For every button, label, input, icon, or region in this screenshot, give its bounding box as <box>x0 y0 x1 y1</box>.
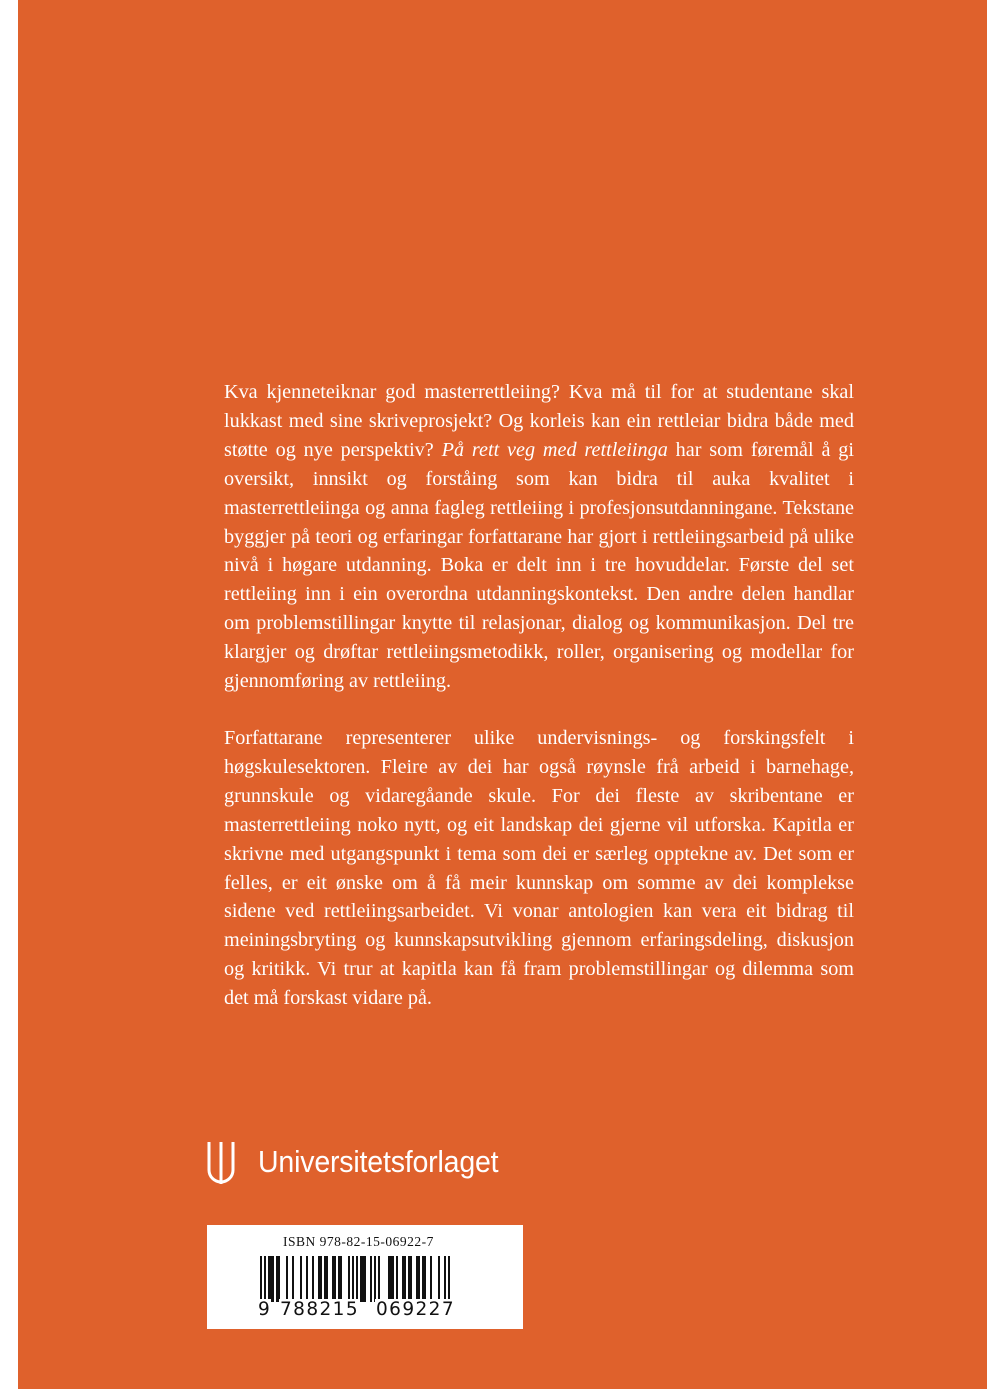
barcode-bar <box>340 1256 342 1302</box>
barcode-bar <box>370 1256 372 1302</box>
barcode-bar <box>422 1256 424 1302</box>
barcode-bar <box>396 1256 398 1302</box>
barcode-bar <box>268 1256 270 1302</box>
barcode-bar <box>416 1256 418 1302</box>
barcode-digits <box>257 1299 497 1323</box>
barcode-bar <box>334 1256 336 1302</box>
barcode-bar <box>374 1256 376 1302</box>
barcode-digits-right: 069227 <box>376 1299 456 1320</box>
blurb-paragraph-1: Kva kjenneteiknar god masterrettleiing? Kva må til for at studentane skal lukkast med sine skriveprosjekt? Og korleis kan ein rettleiar bidra både med støtte og nye perspektiv? På rett veg med rettleiinga har som føremål å gi oversikt, innsikt og forståing som kan bidra til auka kvalitet i masterrettleiinga og anna fagleg rettleiing i profesjonsutdanningane. Tekstane byggjer på teori og erfaringar forfattarane har gjort i rettleiingsarbeid på ulike nivå i høgare utdanning. Boka er delt inn i tre hovuddelar. Første del set rettleiing inn i ein overordna utdanningskontekst. Den andre delen handlar om problemstillingar knytte til relasjonar, dialog og kommunikasjon. Del tre klargjer og drøftar rettleiingsmetodikk, roller, organisering og modellar for gjennomføring av rettleiing. <box>224 381 854 693</box>
barcode-bar <box>338 1256 340 1302</box>
barcode-digit-first: 9 <box>258 1299 270 1320</box>
barcode-bar <box>276 1256 278 1302</box>
barcode-bar <box>332 1256 334 1302</box>
barcode-bar <box>306 1256 308 1302</box>
universitetsforlaget-u-icon <box>206 1140 236 1184</box>
barcode-digits-left: 788215 <box>280 1299 360 1320</box>
barcode-bar <box>408 1256 410 1302</box>
barcode-bar <box>364 1256 366 1302</box>
barcode-bar <box>292 1256 294 1302</box>
blurb <box>224 378 854 1013</box>
barcode-bar <box>438 1256 440 1302</box>
barcode-bar <box>300 1256 302 1302</box>
barcode-bar <box>418 1256 420 1302</box>
barcode-bar <box>388 1256 390 1302</box>
barcode-bar <box>318 1256 320 1302</box>
barcode-bar <box>362 1256 364 1302</box>
barcode-bar <box>270 1256 272 1302</box>
blurb-paragraph-2: Forfattarane representerer ulike undervisnings- og forskingsfelt i høgskulesektoren. Fleire av dei har også røynsle frå arbeid i barnehage, grunnskule og vidaregåande skule. For dei fleste av skribentane er masterrettleiing noko nytt, og eit landskap dei gjerne vil utforska. Kapitla er skrivne med utgangspunkt i tema som dei er særleg opptekne av. Det som er felles, er eit ønske om å få meir kunnskap om somme av dei komplekse sidene ved rettleiingsarbeidet. Vi vonar antologien kan vera eit bidrag til meiningsbryting og kunnskapsutvikling gjennom erfaringsdeling, diskusjon og kritikk. Vi trur at kapitla kan få fram problemstillingar og dilemma som det må forskast vidare på. <box>224 726 854 1010</box>
barcode-bar <box>312 1256 314 1302</box>
barcode-bar <box>430 1256 432 1302</box>
isbn-number: ISBN 978-82-15-06922-7 <box>283 1234 434 1249</box>
publisher-logo <box>206 1140 519 1184</box>
barcode-bar <box>278 1256 280 1302</box>
book-title-italic: På rett veg med rettleiinga <box>441 438 668 461</box>
barcode-bar <box>390 1256 392 1302</box>
barcode-bar <box>326 1256 328 1302</box>
barcode-label <box>207 1225 523 1329</box>
barcode-bar <box>424 1256 426 1302</box>
barcode-bar <box>404 1256 406 1302</box>
barcode-bar <box>410 1256 412 1302</box>
publisher-name: Universitetsforlaget <box>258 1144 499 1179</box>
barcode-bar <box>378 1256 380 1302</box>
barcode-bar <box>392 1256 394 1302</box>
barcode-bar <box>324 1256 326 1302</box>
barcode-bar <box>348 1256 350 1302</box>
barcode-bar <box>360 1256 362 1302</box>
barcode-bar <box>272 1256 274 1302</box>
barcode-bar <box>402 1256 404 1302</box>
barcode-bar <box>320 1256 322 1302</box>
barcode-bar <box>286 1256 288 1302</box>
